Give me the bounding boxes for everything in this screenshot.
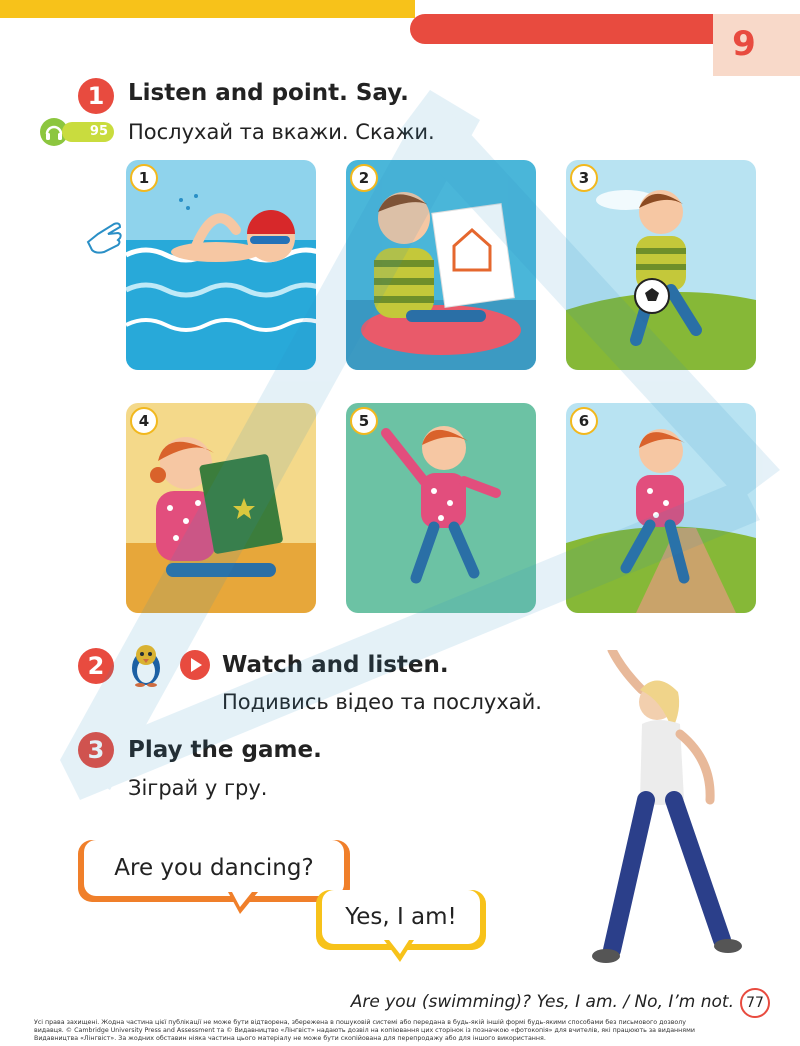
copyright-line-2: видавця. © Cambridge University Press and Assessment та © Видавництво «Лінгвіст» надають дозвіл на копіювання цих сторінок із позначкою «фотокопія» для вчителів, які працюють за виданнями: [34, 1027, 695, 1034]
picture-number: 6: [570, 407, 598, 435]
picture-number: 4: [130, 407, 158, 435]
section-3-heading: Play the game.: [128, 737, 322, 763]
section-2-heading: Watch and listen.: [222, 652, 449, 678]
picture-number: 5: [350, 407, 378, 435]
bubble-tail: [228, 892, 258, 916]
copyright-line-1: Усі права захищені. Жодна частина цієї публікації не може бути відтворена, збережена в пошуковій системі або передана в будь-якій іншій формі будь-якими способами без письмового дозволу: [34, 1019, 687, 1026]
section-3-badge: 3: [78, 732, 114, 768]
picture-number: 2: [350, 164, 378, 192]
picture-playing-football[interactable]: [566, 160, 756, 370]
answer-text: Yes, I am!: [322, 890, 480, 944]
section-3-subheading: Зіграй у гру.: [128, 776, 268, 800]
picture-running[interactable]: [566, 403, 756, 613]
audio-track-number: 95: [62, 122, 114, 142]
section-2-subheading: Подивись відео та послухай.: [222, 690, 542, 714]
audio-track-button[interactable]: [40, 118, 116, 146]
picture-dancing[interactable]: [346, 403, 536, 613]
picture-number: 1: [130, 164, 158, 192]
picture-number: 3: [570, 164, 598, 192]
picture-drawing[interactable]: [346, 160, 536, 370]
copyright-line-3: Видавництва «Лінгвіст». За жодних обставин ніяка частина цього матеріалу не може бути скопійована для перепродажу або для іншого використання.: [34, 1035, 546, 1042]
section-1-heading: Listen and point. Say.: [128, 80, 409, 106]
section-1-subheading: Послухай та вкажи. Скажи.: [128, 120, 435, 144]
video-play-button[interactable]: [180, 650, 210, 680]
pointing-hand-icon: [84, 212, 130, 258]
play-icon: [180, 650, 210, 680]
top-yellow-bar: [0, 0, 415, 18]
page-number: 77: [740, 988, 770, 1018]
unit-number: 9: [732, 24, 756, 64]
picture-swimming[interactable]: [126, 160, 316, 370]
section-2-badge: 2: [78, 648, 114, 684]
dancing-girl-photo: [562, 650, 762, 970]
speech-bubble-answer: [316, 890, 486, 950]
speech-bubble-question: [78, 840, 350, 902]
picture-reading[interactable]: [126, 403, 316, 613]
question-text: Are you dancing?: [84, 840, 344, 896]
bubble-tail: [384, 940, 414, 964]
penguin-icon: [128, 644, 164, 688]
grammar-pattern: Are you (swimming)? Yes, I am. / No, I’m not.: [350, 992, 734, 1012]
section-1-badge: 1: [78, 78, 114, 114]
